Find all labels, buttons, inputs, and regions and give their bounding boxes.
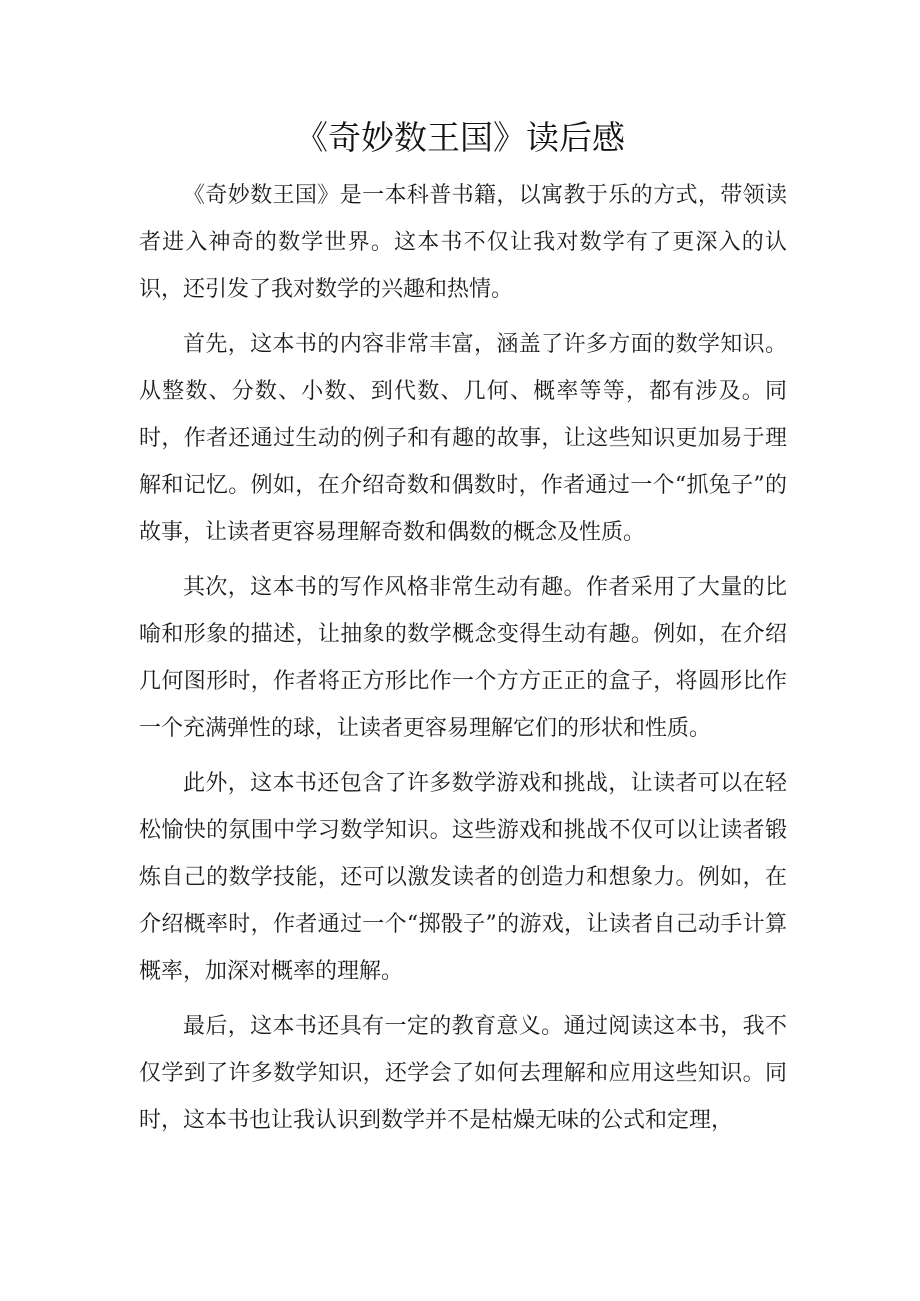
paragraph-games-challenges: 此外，这本书还包含了许多数学游戏和挑战，让读者可以在轻松愉快的氛围中学习数学知识。这些游戏和挑战不仅可以让读者锻炼自己的数学技能，还可以激发读者的创造力和想象力。例如，在介绍概率时，作者通过一个“掷骰子”的游戏，让读者自己动手计算概率，加深对概率的理解。 — [139, 771, 787, 984]
paragraph-writing-style: 其次，这本书的写作风格非常生动有趣。作者采用了大量的比喻和形象的描述，让抽象的数学概念变得生动有趣。例如，在介绍几何图形时，作者将正方形比作一个方方正正的盒子，将圆形比作一个充满弹性的球，让读者更容易理解它们的形状和性质。 — [139, 575, 787, 741]
document-title: 《奇妙数王国》读后感 — [295, 118, 625, 157]
document-body — [139, 172, 787, 1152]
paragraph-content-rich: 首先，这本书的内容非常丰富，涵盖了许多方面的数学知识。从整数、分数、小数、到代数、几何、概率等等，都有涉及。同时，作者还通过生动的例子和有趣的故事，让这些知识更加易于理解和记忆。例如，在介绍奇数和偶数时，作者通过一个“抓兔子”的故事，让读者更容易理解奇数和偶数的概念及性质。 — [139, 332, 787, 545]
paragraph-intro: 《奇妙数王国》是一本科普书籍，以寓教于乐的方式，带领读者进入神奇的数学世界。这本书不仅让我对数学有了更深入的认识，还引发了我对数学的兴趣和热情。 — [139, 183, 787, 302]
paragraph-educational-meaning: 最后，这本书还具有一定的教育意义。通过阅读这本书，我不仅学到了许多数学知识，还学会了如何去理解和应用这些知识。同时，这本书也让我认识到数学并不是枯燥无味的公式和定理， — [139, 1014, 787, 1133]
